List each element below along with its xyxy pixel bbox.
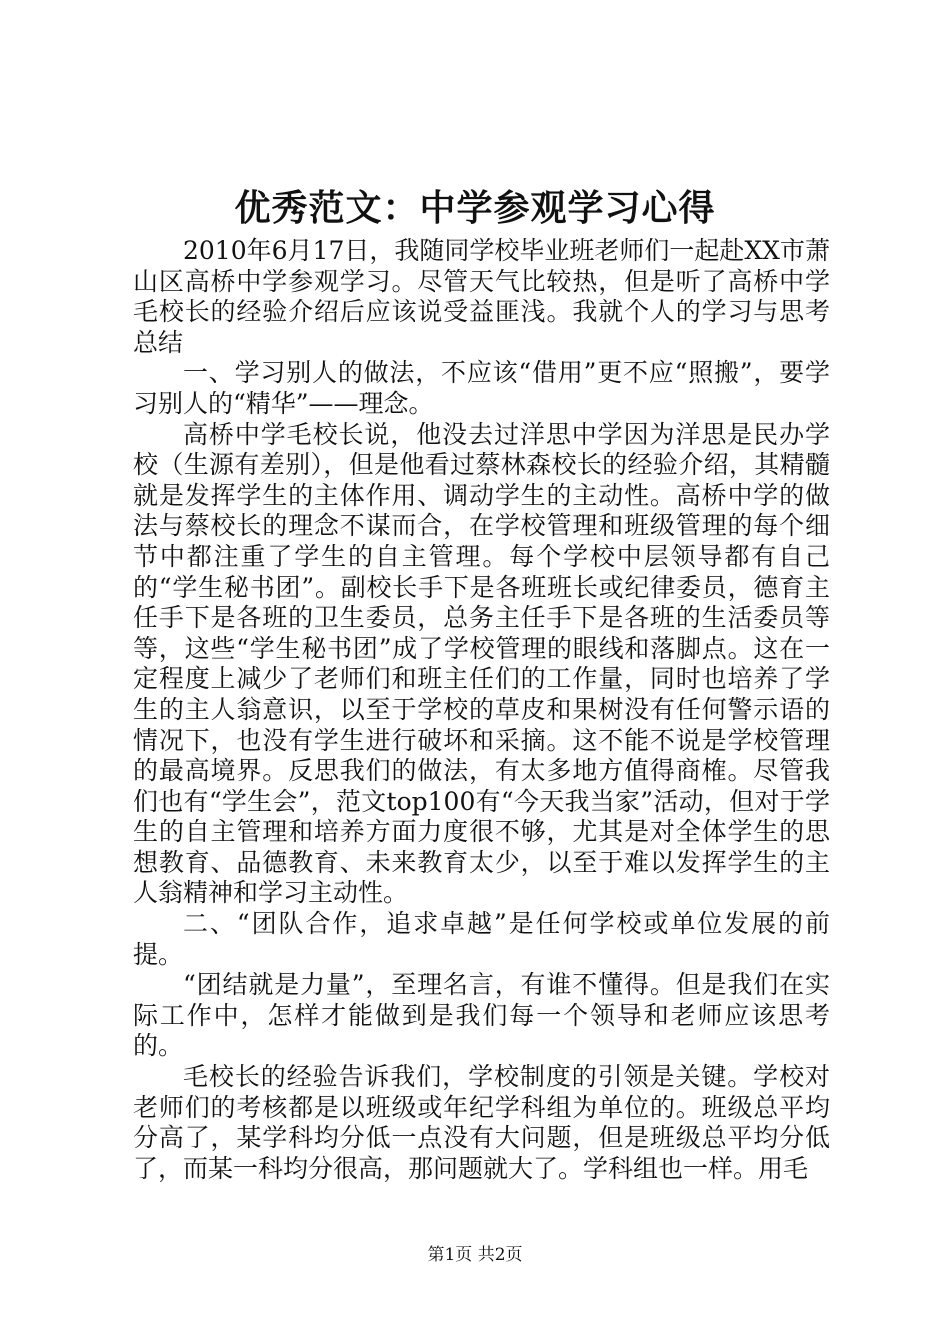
paragraph-1: 高桥中学毛校长说，他没去过洋思中学因为洋思是民办学校（生源有差别），但是他看过蔡林森校长的经验介绍，其精髓就是发挥学生的主体作用、调动学生的主动性。高桥中学的做法与蔡校长的理念不谋而合，在学校管理和班级管理的每个细节中都注重了学生的自主管理。每个学校中层领导都有自己的“学生秘书团”。副校长手下是各班班长或纪律委员，德育主任手下是各班的卫生委员，总务主任手下是各班的生活委员等等，这些“学生秘书团”成了学校管理的眼线和落脚点。这在一定程度上减少了老师们和班主任们的工作量，同时也培养了学生的主人翁意识，以至于学校的草皮和果树没有任何警示语的情况下，也没有学生进行破坏和采摘。这不能不说是学校管理的最高境界。反思我们的做法，有太多地方值得商榷。尽管我们也有“学生会”，范文top100有“今天我当家”活动，但对于学生的自主管理和培养方面力度很不够，尤其是对全体学生的思想教育、品德教育、未来教育太少，以至于难以发挥学生的主人翁精神和学习主动性。 <box>133 419 830 908</box>
paragraph-3: 毛校长的经验告诉我们，学校制度的引领是关键。学校对老师们的考核都是以班级或年纪学科组为单位的。班级总平均分高了，某学科均分低一点没有大问题，但是班级总平均分低了，而某一科均分很高，那问题就大了。学科组也一样。用毛 <box>133 1062 830 1183</box>
paragraph-2: “团结就是力量”，至理名言，有谁不懂得。但是我们在实际工作中，怎样才能做到是我们每一个领导和老师应该思考的。 <box>133 970 830 1061</box>
paragraph-intro: 2010年6月17日，我随同学校毕业班老师们一起赴XX市萧山区高桥中学参观学习。尽管天气比较热，但是听了高桥中学毛校长的经验介绍后应该说受益匪浅。我就个人的学习与思考总结 <box>133 236 830 357</box>
page-footer: 第1页 共2页 <box>427 1245 523 1265</box>
document-body <box>133 236 830 1184</box>
document-title: 优秀范文：中学参观学习心得 <box>234 187 716 229</box>
paragraph-heading-2: 二、“团队合作，追求卓越”是任何学校或单位发展的前提。 <box>133 909 830 969</box>
paragraph-heading-1: 一、学习别人的做法，不应该“借用”更不应“照搬”，要学习别人的“精华”——理念。 <box>133 358 830 418</box>
